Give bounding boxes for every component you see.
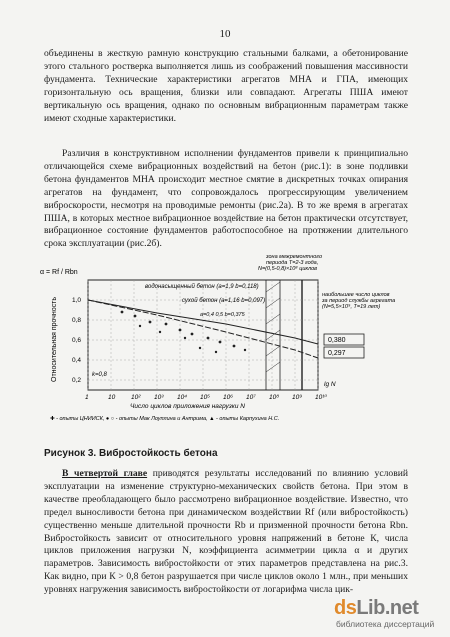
service-label: наибольшее число циклов за период службы агрегата (N=5,5×10⁹, T=19 лет): [322, 292, 396, 310]
x-tick-label: 10⁷: [246, 394, 256, 401]
x-tick-label: 10⁹: [292, 394, 303, 401]
x-tick-label: 10⁵: [200, 394, 210, 401]
y-tick-label: 0,2: [72, 377, 82, 384]
x-tick-label: 10⁴: [177, 394, 188, 401]
figure-caption: Рисунок 3. Вибростойкость бетона: [44, 448, 218, 459]
value-box-1-text: 0,380: [328, 337, 346, 344]
y-tick-label: 0,4: [72, 357, 82, 364]
x-tick-label: 10⁶: [223, 394, 233, 401]
x-axis-label: Число циклов приложения нагрузки N: [130, 403, 245, 410]
x-tick-label: 10: [108, 394, 116, 401]
dslib-logo: dsLib.net: [334, 597, 419, 619]
y-tick-label: 1,0: [72, 297, 82, 304]
y-axis-fraction: α = Rf / Rbn: [40, 269, 78, 276]
y-tick-label: 0,6: [72, 337, 82, 344]
value-box-2-text: 0,297: [328, 350, 346, 357]
curve-label-a04: a=0,4 0,5 b=0,375: [200, 312, 245, 318]
paragraph-2: [44, 148, 408, 251]
paragraph-1: объединены в жесткую рамную конструкцию стальными балками, а обетонирование этого стального ростверка выполняется лишь из соображений повышения массивности фундамента. Технические характеристики агрегатов МНА и ГПА, имеющих горизонтальную ось вращения, близки или совпадают. Агрегаты ПША имеют вертикальную ось вращения, однако по основным вибрационным параметрам также имеют сходные характеристики.: [44, 48, 408, 124]
x-tick-label: 10⁸: [269, 394, 280, 401]
dslib-tagline: библиотека диссертаций: [336, 619, 435, 629]
y-tick-label: 0,8: [72, 317, 82, 324]
page-number: 10: [219, 28, 231, 40]
y-axis-label: Относительная прочность: [51, 296, 58, 382]
paragraph-3-text: приводятся результаты исследований по влиянию условий эксплуатации на изменение структурно-механических свойств бетона. При этом в качестве преобладающего было рассмотрено вибрационное воздействие. Известно, что предел выносливости бетона при динамическом воздействии Rf (или вибростойкость) существенно меньше длительной прочности Rb и призменной прочности бетона Rbn. Вибростойкость зависит от относительного уровня напряжений в бетоне К, числа циклов приложения нагрузки N, коэффициента асимметрии цикла α и других параметров. Зависимость вибростойкости от этих параметров представлена на рис.3. Как видно, при К > 0,8 бетон разрушается при числе циклов около 1 млн., при меньших уровнях нагружения зависимость вибростойкости от логарифма числа цик-: [44, 468, 408, 596]
x-tick-label: 10¹⁰: [315, 394, 328, 401]
x-axis-unit: lg N: [324, 381, 336, 388]
x-tick-label: 1: [85, 394, 89, 401]
figure-legend: ✚ - опыты ЦНИИСК, ● ○ - опыты Мак Лоуплина и Антрима, ▲ - опыты Карпухина Н.С.: [50, 416, 280, 422]
paragraph-2-text: Различия в конструктивном исполнении фундаментов привели к принципиально отличающейся схеме вибрационных воздействий на бетон (рис.1): в зоне подливки бетона фундаментов МНА происходит местное смятие в дискретных точках опирания агрегатов на фундамент, что сопровождалось прогрессирующим увеличением виброскорости, несмотря на проводимые ремонты (рис.2а). В то же время в агрегатах ПША, в которых местное вибрационное воздействие на бетон практически отсутствует, вибрационное состояние фундаментов работоспособное на протяжении длительного срока эксплуатации (рис.2б).: [44, 148, 408, 250]
curve-label-water: водонасыщенный бетон (a=1,9 b=0,118): [145, 284, 259, 290]
curve-label-dry: сухой бетон (a=1,16 b=0,097): [182, 298, 266, 304]
dslib-watermark: [334, 595, 442, 631]
x-tick-label: 10²: [131, 394, 141, 401]
x-tick-label: 10³: [154, 394, 164, 401]
curve-label-k08: k=0,8: [92, 372, 107, 378]
vibration-resistance-figure: [40, 252, 420, 427]
zone-label: зона межремонтного периода T=2-3 года, N=(0,5-0,8)×10⁸ циклов: [258, 254, 323, 272]
chapter-reference: В четвертой главе: [62, 468, 148, 479]
gridlines: [88, 280, 318, 390]
paragraph-3: [44, 468, 408, 597]
